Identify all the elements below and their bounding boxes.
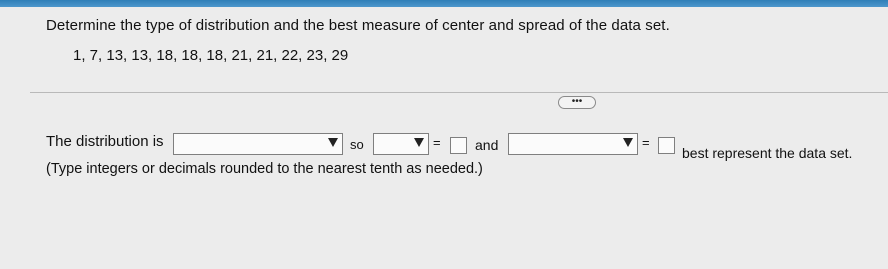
data-set: 1, 7, 13, 13, 18, 18, 18, 21, 21, 22, 23, 29: [73, 47, 349, 64]
center-measure-dropdown[interactable]: [373, 133, 429, 155]
rounding-instruction: (Type integers or decimals rounded to the nearest tenth as needed.): [46, 161, 483, 177]
dropdown-arrow-icon: [414, 138, 424, 147]
spread-measure-dropdown[interactable]: [508, 133, 638, 155]
conclusion-text: best represent the data set.: [682, 145, 853, 161]
equals-sign: =: [642, 135, 650, 150]
so-label: so: [350, 137, 364, 152]
center-value-input[interactable]: [450, 137, 467, 154]
more-options-button[interactable]: •••: [558, 96, 596, 109]
and-label: and: [475, 137, 499, 153]
dropdown-arrow-icon: [623, 138, 633, 147]
question-prompt: Determine the type of distribution and the best measure of center and spread of the data set.: [46, 17, 670, 34]
dropdown-arrow-icon: [328, 138, 338, 147]
top-accent-bar: [0, 0, 888, 7]
distribution-label: The distribution is: [46, 133, 164, 150]
distribution-type-dropdown[interactable]: [173, 133, 343, 155]
equals-sign: =: [433, 135, 441, 150]
divider: [30, 92, 888, 93]
spread-value-input[interactable]: [658, 137, 675, 154]
